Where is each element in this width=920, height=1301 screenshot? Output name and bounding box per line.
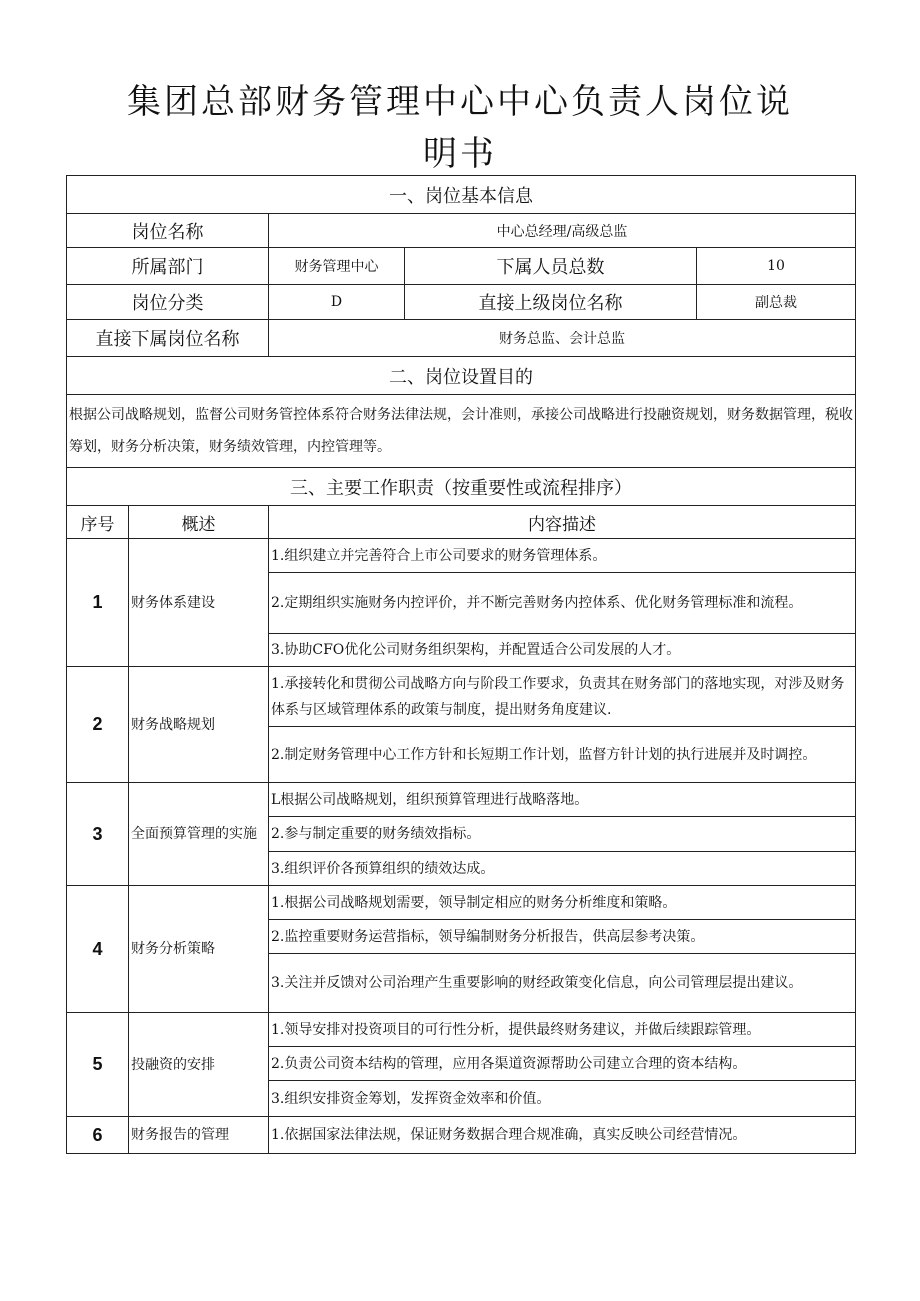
duty-number: 6 bbox=[67, 1117, 129, 1154]
subordinates-value: 10 bbox=[697, 248, 856, 285]
direct-reports-label: 直接下属岗位名称 bbox=[67, 320, 269, 357]
duty-item: 2.监控重要财务运营指标，领导编制财务分析报告，供高层参考决策。 bbox=[269, 920, 856, 954]
col-header-desc: 内容描述 bbox=[269, 506, 856, 539]
department-label: 所属部门 bbox=[67, 248, 269, 285]
purpose-text: 根据公司战略规划，监督公司财务管控体系符合财务法律法规，会计准则，承接公司战略进行投融资规划，财务数据管理，税收筹划，财务分析决策，财务绩效管理，内控管理等。 bbox=[67, 395, 856, 468]
duty-summary: 全面预算管理的实施 bbox=[129, 783, 269, 886]
duty-item: 1.组织建立并完善符合上市公司要求的财务管理体系。 bbox=[269, 539, 856, 573]
col-header-summary: 概述 bbox=[129, 506, 269, 539]
duty-summary: 财务战略规划 bbox=[129, 667, 269, 783]
section2-heading: 二、岗位设置目的 bbox=[67, 357, 856, 395]
duty-item: 2.参与制定重要的财务绩效指标。 bbox=[269, 817, 856, 852]
duty-item: 1.依据国家法律法规，保证财务数据合理合规准确，真实反映公司经营情况。 bbox=[269, 1117, 856, 1154]
duty-item: L根据公司战略规划，组织预算管理进行战略落地。 bbox=[269, 783, 856, 817]
position-name-label: 岗位名称 bbox=[67, 214, 269, 248]
duty-number: 2 bbox=[67, 667, 129, 783]
superior-label: 直接上级岗位名称 bbox=[405, 285, 697, 320]
duty-item: 3.关注并反馈对公司治理产生重要影响的财经政策变化信息，向公司管理层提出建议。 bbox=[269, 954, 856, 1013]
department-value: 财务管理中心 bbox=[269, 248, 405, 285]
document-title-line2: 明书 bbox=[423, 134, 497, 174]
duty-item: 3.协助CFO优化公司财务组织架构，并配置适合公司发展的人才。 bbox=[269, 634, 856, 667]
duty-number: 1 bbox=[67, 539, 129, 667]
section3-heading: 三、主要工作职责（按重要性或流程排序） bbox=[67, 468, 856, 506]
duty-item: 2.制定财务管理中心工作方针和长短期工作计划，监督方针计划的执行进展并及时调控。 bbox=[269, 727, 856, 783]
duty-summary: 投融资的安排 bbox=[129, 1013, 269, 1117]
duty-item: 2.定期组织实施财务内控评价，并不断完善财务内控体系、优化财务管理标准和流程。 bbox=[269, 573, 856, 634]
duty-item: 1.领导安排对投资项目的可行性分析，提供最终财务建议，并做后续跟踪管理。 bbox=[269, 1013, 856, 1047]
duty-number: 3 bbox=[67, 783, 129, 886]
job-description-table bbox=[66, 175, 856, 1154]
duty-summary: 财务分析策略 bbox=[129, 886, 269, 1013]
duty-item: 3.组织安排资金筹划，发挥资金效率和价值。 bbox=[269, 1081, 856, 1117]
superior-value: 副总裁 bbox=[697, 285, 856, 320]
duty-number: 4 bbox=[67, 886, 129, 1013]
duty-item: 1.承接转化和贯彻公司战略方向与阶段工作要求，负责其在财务部门的落地实现，对涉及财务体系与区域管理体系的政策与制度，提出财务角度建议. bbox=[269, 667, 856, 727]
duty-summary: 财务体系建设 bbox=[129, 539, 269, 667]
category-label: 岗位分类 bbox=[67, 285, 269, 320]
direct-reports-value: 财务总监、会计总监 bbox=[269, 320, 856, 357]
duty-number: 5 bbox=[67, 1013, 129, 1117]
duty-item: 1.根据公司战略规划需要，领导制定相应的财务分析维度和策略。 bbox=[269, 886, 856, 920]
position-name-value: 中心总经理/高级总监 bbox=[269, 214, 856, 248]
section1-heading: 一、岗位基本信息 bbox=[67, 176, 856, 214]
duty-item: 2.负责公司资本结构的管理，应用各渠道资源帮助公司建立合理的资本结构。 bbox=[269, 1047, 856, 1081]
duty-summary: 财务报告的管理 bbox=[129, 1117, 269, 1154]
category-value: D bbox=[269, 285, 405, 320]
subordinates-label: 下属人员总数 bbox=[405, 248, 697, 285]
document-title-line1: 集团总部财务管理中心中心负责人岗位说 bbox=[127, 82, 793, 122]
col-header-no: 序号 bbox=[67, 506, 129, 539]
duty-item: 3.组织评价各预算组织的绩效达成。 bbox=[269, 852, 856, 886]
